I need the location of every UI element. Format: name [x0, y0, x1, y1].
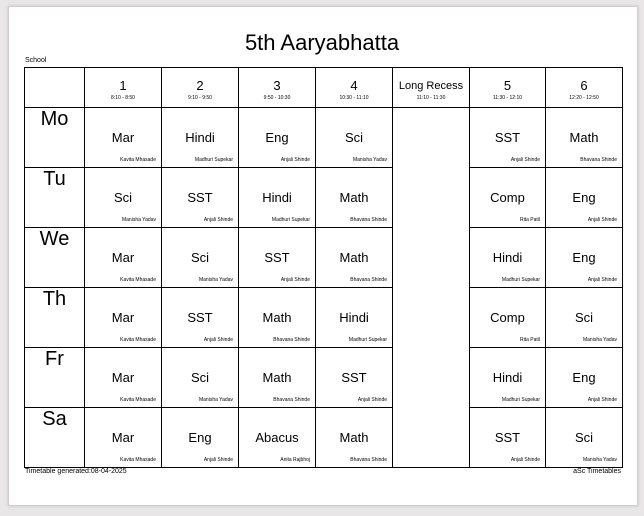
lesson-cell: [546, 288, 623, 348]
lesson-teacher: Anjali Shinde: [280, 277, 310, 283]
lesson-subject: SST: [494, 130, 521, 145]
lesson-cell: [239, 408, 316, 468]
recess-header: [393, 68, 470, 108]
lesson-teacher: Manisha Yadav: [582, 337, 617, 343]
period-header: [162, 68, 239, 108]
lesson-cell: [85, 108, 162, 168]
lesson-cell: [546, 108, 623, 168]
lesson-cell: [239, 228, 316, 288]
period-time: 11:10 - 11:30: [416, 95, 446, 101]
lesson-cell: [316, 408, 393, 468]
lesson-cell: [239, 348, 316, 408]
lesson-cell: [162, 228, 239, 288]
lesson-cell: [239, 168, 316, 228]
lesson-teacher: Manisha Yadav: [582, 457, 617, 463]
lesson-teacher: Anjali Shinde: [510, 457, 540, 463]
period-time: 11:30 - 12:10: [492, 95, 523, 101]
lesson-teacher: Madhuri Supekar: [194, 157, 233, 163]
lesson-teacher: Kavita Mhasade: [120, 457, 156, 463]
lesson-subject: Math: [262, 370, 292, 385]
lesson-cell: [546, 228, 623, 288]
lesson-subject: Eng: [265, 130, 289, 145]
lesson-subject: Comp: [490, 310, 525, 325]
lesson-cell: [162, 408, 239, 468]
lesson-teacher: Kavita Mhasade: [120, 337, 156, 343]
lesson-subject: Sci: [113, 190, 133, 205]
lesson-cell: [546, 168, 623, 228]
period-time: 10:30 - 11:10: [339, 95, 369, 101]
lesson-subject: SST: [187, 190, 213, 205]
lesson-subject: Eng: [572, 370, 596, 385]
lesson-teacher: Madhuri Supekar: [271, 217, 310, 223]
lesson-subject: Sci: [574, 430, 594, 445]
day-row: [25, 168, 623, 228]
lesson-teacher: Anjali Shinde: [587, 217, 617, 223]
lesson-teacher: Anjali Shinde: [510, 157, 540, 163]
recess-cell: [393, 108, 470, 468]
lesson-cell: [162, 348, 239, 408]
lesson-teacher: Anjali Shinde: [203, 217, 233, 223]
lesson-cell: [316, 168, 393, 228]
lesson-subject: Mar: [111, 130, 135, 145]
lesson-teacher: Anjali Shinde: [587, 397, 617, 403]
lesson-cell: [470, 408, 546, 468]
lesson-cell: [162, 288, 239, 348]
lesson-teacher: Anjali Shinde: [280, 157, 310, 163]
day-label: Mo: [25, 108, 85, 168]
lesson-subject: Hindi: [262, 190, 292, 205]
lesson-teacher: Rita Patil: [519, 217, 540, 223]
timetable-grid: [24, 67, 623, 468]
lesson-teacher: Anjali Shinde: [203, 337, 233, 343]
period-number: 2: [196, 78, 204, 93]
lesson-teacher: Rita Patil: [519, 337, 540, 343]
lesson-subject: Mar: [111, 370, 135, 385]
day-row: [25, 348, 623, 408]
period-number: 3: [273, 78, 281, 93]
lesson-cell: [316, 228, 393, 288]
lesson-cell: [85, 288, 162, 348]
lesson-subject: Hindi: [339, 310, 369, 325]
lesson-subject: SST: [494, 430, 521, 445]
lesson-cell: [546, 408, 623, 468]
lesson-teacher: Anjali Shinde: [357, 397, 387, 403]
generated-date: Timetable generated:08-04-2025: [25, 468, 127, 475]
lesson-cell: [85, 168, 162, 228]
period-header-row: [25, 68, 623, 108]
lesson-subject: Math: [339, 250, 369, 265]
lesson-cell: [162, 168, 239, 228]
lesson-cell: [470, 228, 546, 288]
day-label: We: [25, 228, 85, 288]
period-number: 5: [503, 78, 512, 93]
lesson-subject: Math: [569, 130, 599, 145]
lesson-subject: Hindi: [185, 130, 215, 145]
lesson-teacher: Manisha Yadav: [121, 217, 156, 223]
lesson-teacher: Madhuri Supekar: [348, 337, 387, 343]
lesson-teacher: Bhavana Shinde: [273, 337, 310, 343]
lesson-cell: [162, 108, 239, 168]
period-header: [546, 68, 623, 108]
lesson-subject: Hindi: [492, 250, 523, 265]
period-header: [239, 68, 316, 108]
lesson-cell: [239, 288, 316, 348]
lesson-teacher: Bhavana Shinde: [350, 457, 387, 463]
period-header: [316, 68, 393, 108]
period-time: 9:50 - 10:30: [263, 95, 291, 101]
period-header: [85, 68, 162, 108]
period-number: 6: [580, 78, 588, 93]
lesson-subject: Eng: [188, 430, 212, 445]
lesson-subject: Mar: [111, 430, 135, 445]
lesson-subject: Math: [339, 430, 369, 445]
lesson-teacher: Manisha Yadav: [198, 397, 233, 403]
lesson-teacher: Madhuri Supekar: [501, 277, 540, 283]
period-time: 9:10 - 9:50: [188, 95, 212, 101]
lesson-cell: [470, 348, 546, 408]
lesson-cell: [85, 408, 162, 468]
corner-cell: [25, 68, 85, 108]
period-time: 8:10 - 8:50: [111, 95, 135, 101]
lesson-teacher: Bhavana Shinde: [273, 397, 310, 403]
lesson-cell: [239, 108, 316, 168]
period-number: 1: [119, 78, 127, 93]
day-row: [25, 288, 623, 348]
lesson-subject: Math: [262, 310, 292, 325]
period-header: [470, 68, 546, 108]
lesson-teacher: Anjali Shinde: [587, 277, 617, 283]
lesson-subject: Eng: [572, 190, 596, 205]
lesson-subject: Comp: [490, 190, 525, 205]
lesson-subject: Sci: [190, 370, 210, 385]
day-row: [25, 228, 623, 288]
day-label: Fr: [25, 348, 85, 408]
day-label: Sa: [25, 408, 85, 468]
lesson-subject: Sci: [344, 130, 364, 145]
lesson-cell: [316, 348, 393, 408]
lesson-teacher: Bhavana Shinde: [580, 157, 617, 163]
lesson-subject: Mar: [111, 310, 135, 325]
lesson-subject: Sci: [574, 310, 594, 325]
lesson-teacher: Bhavana Shinde: [350, 277, 387, 283]
period-number: 4: [350, 78, 358, 93]
brand-label: aSc Timetables: [573, 468, 621, 475]
lesson-subject: SST: [264, 250, 290, 265]
lesson-subject: Abacus: [255, 430, 299, 445]
day-row: [25, 108, 623, 168]
period-time: 12:20 - 12:50: [569, 95, 599, 101]
lesson-teacher: Anjali Shinde: [203, 457, 233, 463]
period-number: Long Recess: [398, 80, 464, 92]
lesson-subject: Math: [339, 190, 369, 205]
lesson-teacher: Bhavana Shinde: [350, 217, 387, 223]
lesson-subject: Hindi: [492, 370, 523, 385]
school-label: School: [25, 57, 47, 64]
lesson-cell: [85, 228, 162, 288]
page-title: 5th Aaryabhatta: [244, 30, 400, 55]
lesson-subject: Sci: [190, 250, 210, 265]
lesson-subject: SST: [341, 370, 367, 385]
lesson-cell: [470, 168, 546, 228]
lesson-teacher: Manisha Yadav: [198, 277, 233, 283]
lesson-teacher: Madhuri Supekar: [501, 397, 540, 403]
lesson-subject: Mar: [111, 250, 135, 265]
lesson-teacher: Kavita Mhasade: [120, 157, 156, 163]
lesson-cell: [546, 348, 623, 408]
day-row: [25, 408, 623, 468]
lesson-cell: [470, 108, 546, 168]
day-label: Tu: [25, 168, 85, 228]
lesson-subject: Eng: [572, 250, 596, 265]
lesson-teacher: Anita Rajbhoj: [280, 457, 310, 463]
lesson-subject: SST: [187, 310, 213, 325]
lesson-cell: [316, 288, 393, 348]
lesson-cell: [470, 288, 546, 348]
lesson-teacher: Kavita Mhasade: [120, 277, 156, 283]
lesson-cell: [316, 108, 393, 168]
lesson-teacher: Kavita Mhasade: [120, 397, 156, 403]
day-label: Th: [25, 288, 85, 348]
lesson-teacher: Manisha Yadav: [352, 157, 387, 163]
lesson-cell: [85, 348, 162, 408]
